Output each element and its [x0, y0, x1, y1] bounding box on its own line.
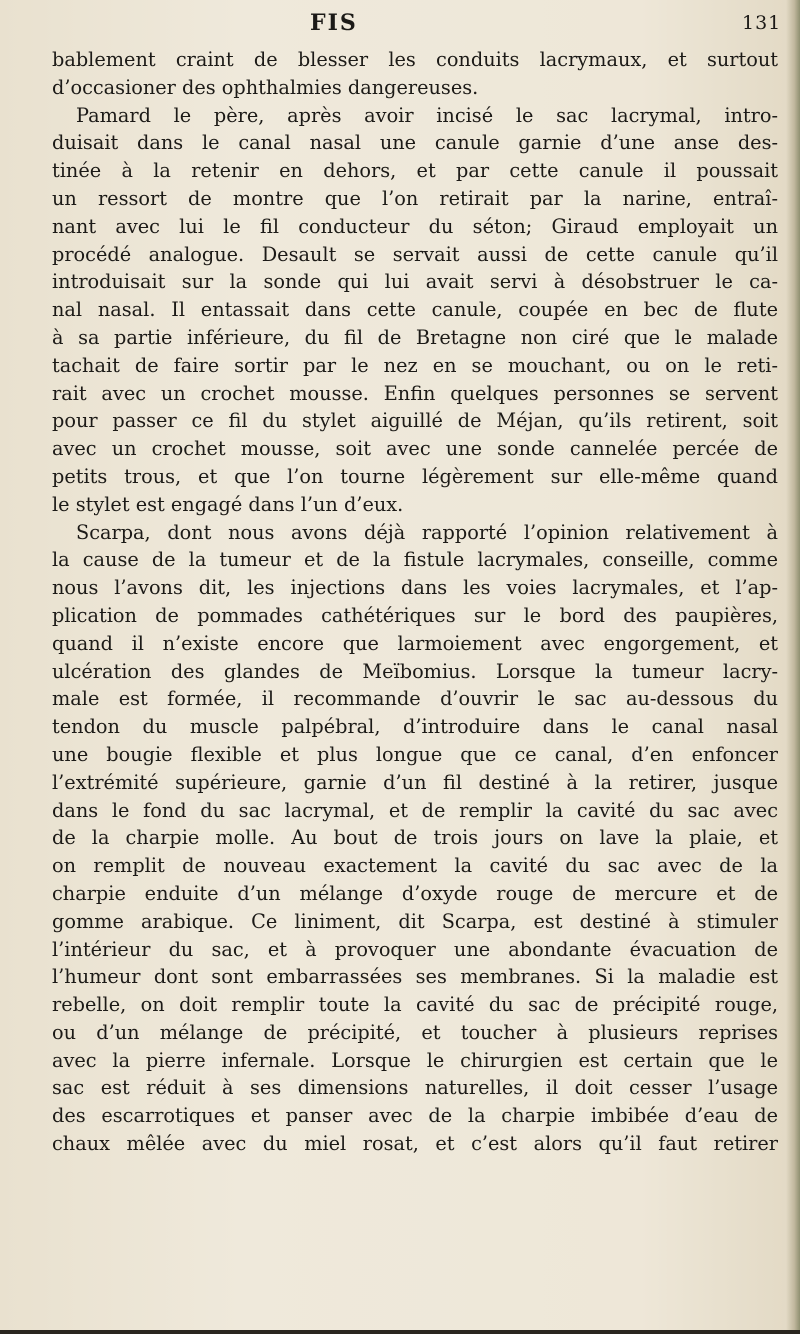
text-line: une bougie flexible et plus longue que ce canal, d’en enfoncer	[52, 742, 778, 766]
text-line: rait avec un crochet mousse. Enfin quelques personnes se servent	[52, 381, 778, 405]
text-line: sac est réduit à ses dimensions naturelles, il doit cesser l’usage	[52, 1076, 778, 1100]
running-title: FIS	[310, 10, 358, 36]
text-line: chaux mêlée avec du miel rosat, et c’est alors qu’il faut retirer	[52, 1132, 778, 1156]
text-line: bablement craint de blesser les conduits lacrymaux, et surtout	[52, 48, 778, 71]
text-line: d’occasioner des ophthalmies dangereuses.	[52, 75, 479, 99]
text-line: l’extrémité supérieure, garnie d’un fil destiné à la retirer, jusque	[52, 770, 778, 794]
text-line: le stylet est engagé dans l’un d’eux.	[52, 492, 404, 516]
text-line: tachait de faire sortir par le nez en se mouchant, ou on le reti-	[52, 353, 778, 377]
page-bottom-edge	[0, 1330, 800, 1334]
text-line: Pamard le père, après avoir incisé le sac lacrymal, intro-	[76, 103, 778, 127]
text-line: introduisait sur la sonde qui lui avait servi à désobstruer le ca-	[52, 270, 778, 294]
page-number: 131	[742, 12, 782, 34]
body-text	[52, 46, 778, 1158]
text-line: Scarpa, dont nous avons déjà rapporté l’opinion relativement à	[76, 520, 778, 544]
text-line: nant avec lui le fil conducteur du séton; Giraud employait un	[52, 214, 778, 238]
text-line: avec un crochet mousse, soit avec une sonde cannelée percée de	[52, 437, 778, 461]
text-line: l’intérieur du sac, et à provoquer une abondante évacuation de	[52, 937, 778, 961]
text-line: male est formée, il recommande d’ouvrir le sac au-dessous du	[52, 687, 778, 711]
text-line: nal nasal. Il entassait dans cette canule, coupée en bec de flute	[52, 298, 778, 322]
text-line: gomme arabique. Ce liniment, dit Scarpa, est destiné à stimuler	[52, 909, 778, 933]
text-line: tendon du muscle palpébral, d’introduire dans le canal nasal	[52, 715, 778, 739]
text-line: nous l’avons dit, les injections dans les voies lacrymales, et l’ap-	[52, 576, 778, 600]
text-line: procédé analogue. Desault se servait aussi de cette canule qu’il	[52, 242, 778, 266]
text-line: des escarrotiques et panser avec de la charpie imbibée d’eau de	[52, 1104, 778, 1128]
text-line: tinée à la retenir en dehors, et par cette canule il poussait	[52, 159, 778, 183]
text-line: quand il n’existe encore que larmoiement avec engorgement, et	[52, 631, 778, 655]
text-line: ulcération des glandes de Meïbomius. Lorsque la tumeur lacry-	[52, 659, 778, 683]
text-line: plication de pommades cathétériques sur le bord des paupières,	[52, 603, 778, 627]
text-line: charpie enduite d’un mélange d’oxyde rouge de mercure et de	[52, 881, 778, 905]
text-line: avec la pierre infernale. Lorsque le chirurgien est certain que le	[52, 1048, 778, 1072]
text-line: petits trous, et que l’on tourne légèrement sur elle-même quand	[52, 464, 778, 488]
text-line: rebelle, on doit remplir toute la cavité du sac de précipité rouge,	[52, 993, 778, 1017]
text-line: l’humeur dont sont embarrassées ses membranes. Si la maladie est	[52, 965, 778, 989]
text-line: de la charpie molle. Au bout de trois jours on lave la plaie, et	[52, 826, 778, 850]
text-line: un ressort de montre que l’on retirait par la narine, entraî-	[52, 186, 778, 210]
text-line: dans le fond du sac lacrymal, et de remplir la cavité du sac avec	[52, 798, 778, 822]
text-line: à sa partie inférieure, du fil de Bretagne non ciré que le malade	[52, 325, 778, 349]
text-line: duisait dans le canal nasal une canule garnie d’une anse des-	[52, 131, 778, 155]
page-header	[0, 10, 800, 40]
text-line: la cause de la tumeur et de la fistule lacrymales, conseille, comme	[52, 548, 778, 572]
text-line: ou d’un mélange de précipité, et toucher à plusieurs reprises	[52, 1020, 778, 1044]
page-edge-shadow	[786, 0, 800, 1334]
text-line: pour passer ce fil du stylet aiguillé de Méjan, qu’ils retirent, soit	[52, 409, 778, 433]
text-line: on remplit de nouveau exactement la cavité du sac avec de la	[52, 854, 778, 878]
